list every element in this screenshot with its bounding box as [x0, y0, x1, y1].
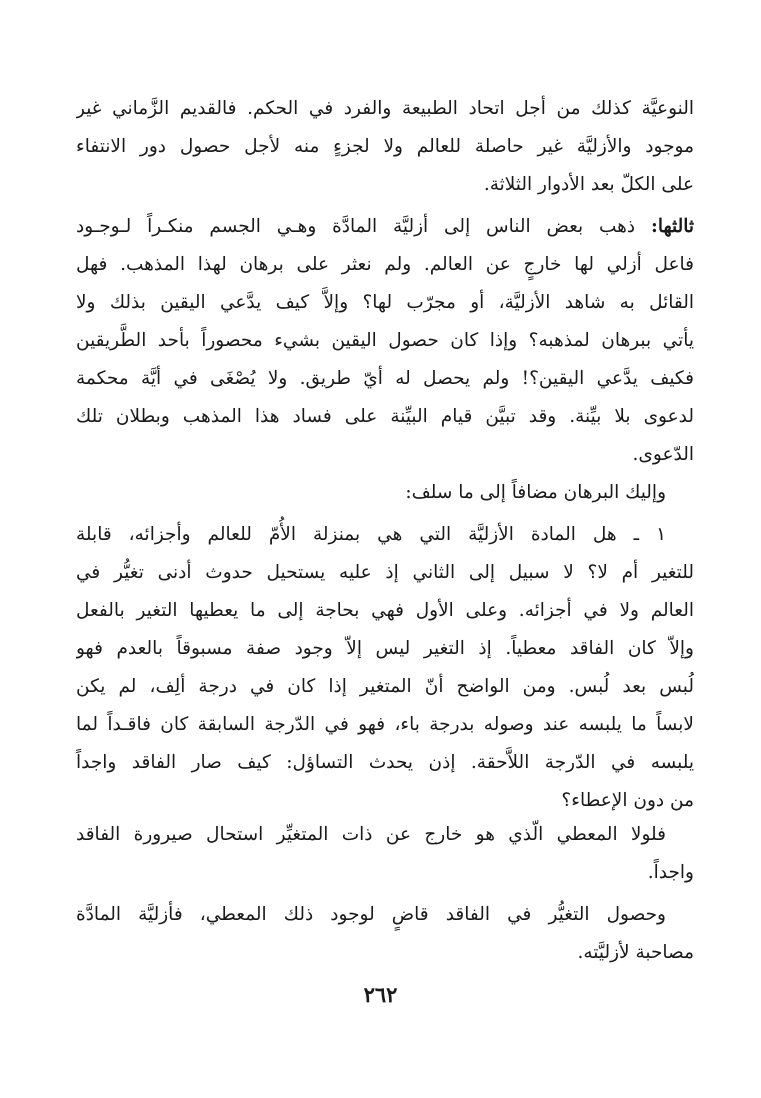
- text-line: من دون الإعطاء؟: [561, 790, 694, 811]
- paragraph-2: [76, 208, 694, 474]
- text-line: لُبس بعد لُبس. ومن الواضح أنّ المتغير إذا كان في درجة ألِف، لم يكن: [76, 676, 694, 697]
- text-line: وإلاّ كان الفاقد معطياً. إذ التغير ليس إلاّ وجود صفة مسبوقاً بالعدم فهو: [76, 638, 694, 659]
- text-line: الدّعوى.: [632, 444, 694, 465]
- text-line: ١ ـ هل المادة الأزليَّة التي هي بمنزلة الأُمّ للعالم وأجزائه، قابلة: [76, 524, 666, 545]
- text-line: يلبسه في الدّرجة اللاَّحقة. إذن يحدث التساؤل: كيف صار الفاقد واجداً: [76, 752, 694, 773]
- text-line: موجود والأزليَّة غير حاصلة للعالم ولا لجزءٍ منه لأجل حصول دور الانتفاء: [76, 136, 694, 157]
- paragraph-3: [76, 474, 694, 512]
- text-line: واجداً.: [647, 862, 694, 883]
- paragraph-4: [76, 516, 694, 820]
- text-line: مصاحبة لأزليَّته.: [577, 942, 694, 963]
- text-line: للتغير أم لا؟ لا سبيل إلى الثاني إذ عليه يستحيل حدوث أدنى تغيُّر في: [76, 562, 694, 583]
- text-line: لدعوى بلا بيِّنة. وقد تبيَّن قيام البيِّنة على فساد هذا المذهب وبطلان تلك: [76, 406, 694, 427]
- text-line: وإليك البرهان مضافاً إلى ما سلف:: [405, 482, 666, 503]
- paragraph-1: [76, 90, 694, 204]
- text-line: فكيف يدَّعي اليقين؟! ولم يحصل له أيّ طريق. ولا يُصْغَى في أيَّة محكمة: [76, 368, 694, 389]
- text-segment: ذهب بعض الناس إلى أزليَّة المادَّة وهـي الجسم منكـراً لـوجـود: [76, 216, 636, 237]
- text-line: فاعل أزلي لها خارجٍ عن العالم. ولم نعثر على برهان لهذا المذهب. فهل: [76, 254, 694, 275]
- text-line: النوعيَّة كذلك من أجل اتحاد الطبيعة والفرد في الحكم. فالقديم الزَّماني غير: [76, 98, 694, 119]
- text-line: القائل به شاهد الأزليَّة، أو مجرّب لها؟ وإلاَّ كيف يدَّعي اليقين بذلك ولا: [76, 292, 694, 313]
- text-line: العالم ولا في أجزائه. وعلى الأول فهي بحاجة إلى ما يعطيها التغير بالفعل: [76, 600, 694, 621]
- text-line: فلولا المعطي الّذي هو خارج عن ذات المتغيِّر استحال صيرورة الفاقد: [76, 824, 666, 845]
- page-number: ٢٦٢: [363, 982, 398, 1007]
- text-line: [76, 208, 694, 246]
- text-line: وحصول التغيُّر في الفاقد قاضٍ لوجود ذلك المعطي، فأزليَّة المادَّة: [76, 904, 666, 925]
- paragraph-lead: ثالثها:: [651, 216, 694, 237]
- text-line: على الكلّ بعد الأدوار الثلاثة.: [483, 174, 694, 195]
- text-line: لابساً ما يلبسه عند وصوله بدرجة باء، فهو في الدّرجة السابقة كان فاقـداً لما: [76, 714, 694, 735]
- paragraph-6: [76, 896, 694, 972]
- text-line: يأتي ببرهان لمذهبه؟ وإذا كان حصول اليقين بشيء محصوراً بأحد الطَّريقين: [76, 330, 694, 351]
- paragraph-5: [76, 816, 694, 892]
